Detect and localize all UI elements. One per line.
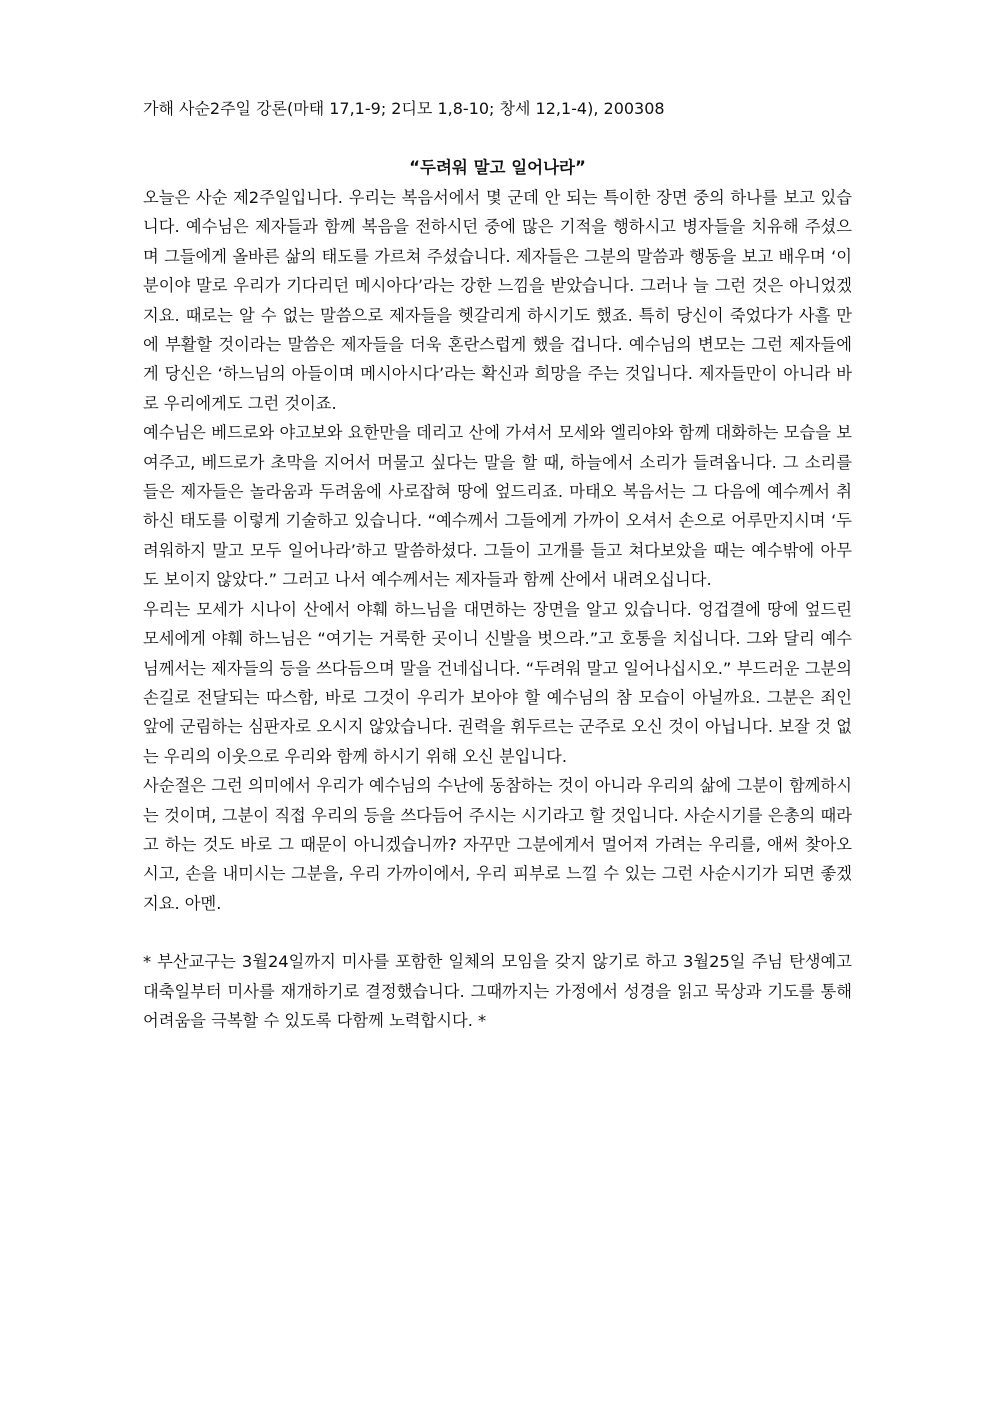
sermon-header: 가해 사순2주일 강론(마태 17,1-9; 2디모 1,8-10; 창세 12,1-4), 200308 <box>143 99 665 118</box>
sermon-title: “두려워 말고 일어나라” <box>409 158 586 177</box>
paragraph-4: 사순절은 그런 의미에서 우리가 예수님의 수난에 동참하는 것이 아니라 우리의 삶에 그분이 함께하시는 것이며, 그분이 직접 우리의 등을 쓰다듬어 주시는 시기라고 할 것입니다. 사순시기를 은총의 때라고 하는 것도 바로 그 때문이 아니겠습니까? 자꾸만 그분에게서 멀어져 가려는 우리를, 애써 찾아오시고, 손을 내미시는 그분을, 우리 가까이에서, 우리 피부로 느낄 수 있는 그런 사순시기가 되면 좋겠지요. 아멘. <box>143 776 852 913</box>
paragraph-3: 우리는 모세가 시나이 산에서 야훼 하느님을 대면하는 장면을 알고 있습니다. 엉겁결에 땅에 엎드린 모세에게 야훼 하느님은 “여기는 거룩한 곳이니 신발을 벗으라.”고 호통을 치십니다. 그와 달리 예수님께서는 제자들의 등을 쓰다듬으며 말을 건네십니다. “두려워 말고 일어나십시오.” 부드러운 그분의 손길로 전달되는 따스함, 바로 그것이 우리가 보아야 할 예수님의 참 모습이 아닐까요. 그분은 죄인 앞에 군림하는 심판자로 오시지 않았습니다. 권력을 휘두르는 군주로 오신 것이 아닙니다. 보잘 것 없는 우리의 이웃으로 우리와 함께 하시기 위해 오신 분입니다. <box>143 599 852 766</box>
paragraph-1: 오늘은 사순 제2주일입니다. 우리는 복음서에서 몇 군데 안 되는 특이한 장면 중의 하나를 보고 있습니다. 예수님은 제자들과 함께 복음을 전하시던 중에 많은 기적을 행하시고 병자들을 치유해 주셨으며 그들에게 올바른 삶의 태도를 가르쳐 주셨습니다. 제자들은 그분의 말씀과 행동을 보고 배우며 ‘이분이야 말로 우리가 기다리던 메시아다’라는 강한 느낌을 받았습니다. 그러나 늘 그런 것은 아니었겠지요. 때로는 알 수 없는 말씀으로 제자들을 헷갈리게 하시기도 했죠. 특히 당신이 죽었다가 사흘 만에 부활할 것이라는 말씀은 제자들을 더욱 혼란스럽게 했을 겁니다. 예수님의 변모는 그런 제자들에게 당신은 ‘하느님의 아들이며 메시아시다’라는 확신과 희망을 주는 것입니다. 제자들만이 아니라 바로 우리에게도 그런 것이죠. <box>143 188 852 413</box>
diocese-notice: * 부산교구는 3월24일까지 미사를 포함한 일체의 모임을 갖지 않기로 하고 3월25일 주님 탄생예고 대축일부터 미사를 재개하기로 결정했습니다. 그때까지는 가정에서 성경을 읽고 묵상과 기도를 통해 어려움을 극복할 수 있도록 다함께 노력합시다. * <box>143 952 852 1030</box>
paragraph-2: 예수님은 베드로와 야고보와 요한만을 데리고 산에 가셔서 모세와 엘리야와 함께 대화하는 모습을 보여주고, 베드로가 초막을 지어서 머물고 싶다는 말을 할 때, 하늘에서 소리가 들려옵니다. 그 소리를 들은 제자들은 놀라움과 두려움에 사로잡혀 땅에 엎드리죠. 마태오 복음서는 그 다음에 예수께서 취하신 태도를 이렇게 기술하고 있습니다. “예수께서 그들에게 가까이 오셔서 손으로 어루만지시며 ‘두려워하지 말고 모두 일어나라’하고 말씀하셨다. 그들이 고개를 들고 쳐다보았을 때는 예수밖에 아무도 보이지 않았다.” 그러고 나서 예수께서는 제자들과 함께 산에서 내려오십니다. <box>143 423 852 590</box>
document-page <box>143 98 852 1035</box>
